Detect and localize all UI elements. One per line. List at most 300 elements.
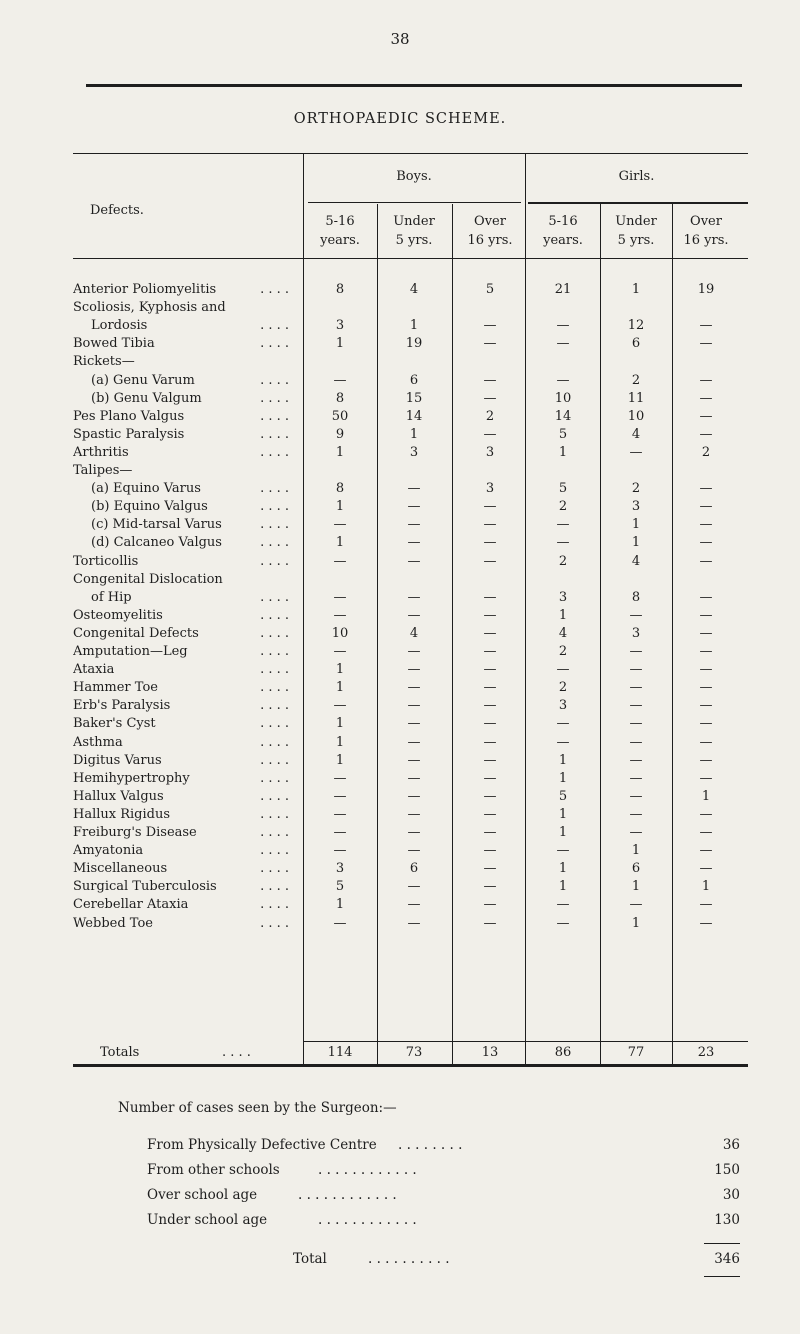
leader-dots: . . . . bbox=[260, 517, 289, 533]
leader-dots: . . . . bbox=[260, 553, 289, 569]
row-label-text: of Hip bbox=[91, 589, 132, 605]
leader-dots: . . . . bbox=[260, 806, 289, 822]
table-cell: — bbox=[333, 372, 347, 388]
table-cell: 3 bbox=[558, 698, 568, 714]
table-cell: — bbox=[333, 770, 347, 786]
table-cell: 10 bbox=[554, 390, 572, 406]
table-cell: — bbox=[407, 915, 421, 931]
row-label bbox=[73, 572, 295, 587]
column-header-line: 5-16 bbox=[325, 214, 355, 229]
table-cell: — bbox=[333, 517, 347, 533]
table-cell: — bbox=[699, 680, 713, 696]
table-cell: 3 bbox=[485, 444, 495, 460]
table-cell: — bbox=[629, 806, 643, 822]
row-label bbox=[73, 608, 295, 623]
row-label-text: Asthma bbox=[73, 734, 123, 750]
table-cell: — bbox=[483, 698, 497, 714]
table-cell: 1 bbox=[631, 915, 641, 931]
table-top-rule bbox=[73, 153, 748, 154]
leader-dots: . . . . . . . . . . . . bbox=[298, 1187, 397, 1203]
table-cell: 1 bbox=[335, 444, 345, 460]
table-cell: — bbox=[407, 752, 421, 768]
row-label bbox=[73, 409, 295, 424]
row-label bbox=[73, 499, 295, 514]
leader-dots: . . . . bbox=[260, 716, 289, 732]
table-cell: — bbox=[483, 372, 497, 388]
summary-item-label: From Physically Defective Centre bbox=[147, 1137, 377, 1153]
table-cell: — bbox=[699, 625, 713, 641]
table-cell: — bbox=[699, 662, 713, 678]
top-rule bbox=[86, 84, 742, 87]
table-cell: — bbox=[407, 517, 421, 533]
table-cell: 1 bbox=[558, 806, 568, 822]
leader-dots: . . . . bbox=[260, 390, 289, 406]
row-label bbox=[73, 771, 295, 786]
table-cell: — bbox=[699, 806, 713, 822]
table-cell: — bbox=[407, 589, 421, 605]
totals-cell: 73 bbox=[405, 1045, 423, 1060]
table-cell: — bbox=[333, 915, 347, 931]
table-cell: — bbox=[556, 517, 570, 533]
table-cell: — bbox=[699, 553, 713, 569]
table-cell: 21 bbox=[554, 282, 572, 297]
table-cell: — bbox=[483, 390, 497, 406]
row-label bbox=[73, 282, 295, 297]
row-label-text: Scoliosis, Kyphosis and bbox=[73, 300, 226, 316]
row-label-text: Talipes— bbox=[73, 463, 133, 478]
table-cell: 4 bbox=[558, 625, 568, 641]
table-cell: 3 bbox=[335, 861, 345, 877]
column-divider bbox=[525, 153, 526, 1064]
row-label-text: Congenital Dislocation bbox=[73, 571, 223, 587]
row-label bbox=[73, 825, 295, 840]
row-label bbox=[73, 427, 295, 442]
table-cell: — bbox=[483, 644, 497, 659]
table-cell: 2 bbox=[558, 553, 568, 569]
table-cell: 1 bbox=[335, 662, 345, 678]
row-label-text: (b) Genu Valgum bbox=[91, 390, 202, 406]
table-cell: — bbox=[699, 372, 713, 388]
column-header-line: 5 yrs. bbox=[617, 233, 655, 248]
leader-dots: . . . . bbox=[260, 408, 289, 424]
row-label bbox=[73, 336, 295, 351]
column-header bbox=[600, 212, 672, 250]
table-cell: — bbox=[629, 770, 643, 786]
row-label bbox=[73, 554, 295, 569]
leader-dots: . . . . bbox=[260, 481, 289, 497]
table-cell: 9 bbox=[335, 426, 345, 442]
table-cell: — bbox=[556, 843, 570, 859]
table-cell: 2 bbox=[558, 644, 568, 659]
row-label-text: Rickets— bbox=[73, 354, 135, 370]
row-label bbox=[73, 716, 295, 731]
table-cell: — bbox=[483, 535, 497, 551]
table-cell: 2 bbox=[485, 408, 495, 424]
table-cell: — bbox=[483, 915, 497, 931]
table-cell: — bbox=[629, 698, 643, 714]
row-label-text: Hemihypertrophy bbox=[73, 770, 190, 786]
table-cell: — bbox=[483, 589, 497, 605]
leader-dots: . . . . bbox=[260, 372, 289, 388]
column-divider bbox=[600, 204, 601, 1064]
table-cell: — bbox=[699, 734, 713, 750]
leader-dots: . . . . bbox=[260, 770, 289, 786]
row-label-text: Amyatonia bbox=[73, 843, 144, 859]
table-cell: — bbox=[699, 481, 713, 497]
table-cell: — bbox=[699, 390, 713, 406]
table-cell: — bbox=[556, 372, 570, 388]
table-cell: 1 bbox=[409, 318, 419, 334]
row-label-text: Freiburg's Disease bbox=[73, 825, 197, 840]
table-cell: — bbox=[407, 535, 421, 551]
table-cell: 5 bbox=[558, 788, 568, 804]
table-cell: — bbox=[629, 607, 643, 623]
row-label-text: Amputation—Leg bbox=[73, 644, 188, 659]
table-cell: — bbox=[629, 444, 643, 460]
table-cell: — bbox=[333, 825, 347, 840]
table-cell: 8 bbox=[631, 589, 641, 605]
table-cell: 1 bbox=[631, 879, 641, 895]
table-cell: 1 bbox=[701, 788, 711, 804]
row-label-text: (a) Equino Varus bbox=[91, 481, 201, 497]
row-label bbox=[73, 789, 295, 804]
table-cell: — bbox=[483, 716, 497, 732]
column-divider bbox=[452, 204, 453, 1064]
summary-item-value: 36 bbox=[722, 1137, 740, 1153]
column-divider bbox=[672, 204, 673, 1064]
column-header-line: Under bbox=[615, 214, 657, 229]
row-label-text: Cerebellar Ataxia bbox=[73, 897, 189, 913]
table-cell: 5 bbox=[558, 481, 568, 497]
row-label bbox=[73, 517, 295, 532]
table-cell: 10 bbox=[627, 408, 645, 424]
totals-label: Totals bbox=[100, 1045, 140, 1060]
table-cell: 19 bbox=[697, 282, 715, 297]
row-label bbox=[73, 354, 295, 369]
table-cell: — bbox=[699, 644, 713, 659]
leader-dots: . . . . bbox=[260, 336, 289, 352]
totals-cell: 114 bbox=[327, 1045, 353, 1060]
table-cell: — bbox=[333, 843, 347, 859]
table-cell: — bbox=[699, 535, 713, 551]
row-label bbox=[73, 373, 295, 388]
table-cell: 3 bbox=[485, 481, 495, 497]
table-cell: — bbox=[699, 716, 713, 732]
row-label-text: Hammer Toe bbox=[73, 680, 158, 696]
table-cell: — bbox=[629, 716, 643, 732]
column-header bbox=[304, 212, 376, 250]
table-cell: — bbox=[483, 662, 497, 678]
row-label bbox=[73, 807, 295, 822]
summary-item-label: Over school age bbox=[147, 1187, 258, 1203]
table-cell: 1 bbox=[335, 734, 345, 750]
table-cell: 2 bbox=[631, 481, 641, 497]
table-cell: 1 bbox=[558, 607, 568, 623]
table-cell: 6 bbox=[631, 336, 641, 352]
table-cell: 6 bbox=[409, 861, 419, 877]
row-label-text: Webbed Toe bbox=[73, 915, 153, 931]
leader-dots: . . . . bbox=[260, 698, 289, 714]
column-header-line: 16 yrs. bbox=[467, 233, 513, 248]
summary-item-label: From other schools bbox=[147, 1162, 280, 1178]
page-title: ORTHOPAEDIC SCHEME. bbox=[293, 111, 507, 127]
row-label bbox=[73, 680, 295, 695]
leader-dots: . . . . bbox=[260, 879, 289, 895]
row-label bbox=[73, 662, 295, 677]
table-cell: 1 bbox=[631, 535, 641, 551]
totals-cell: 13 bbox=[481, 1045, 499, 1060]
table-cell: 3 bbox=[631, 625, 641, 641]
table-cell: 1 bbox=[335, 680, 345, 696]
row-label-text: (b) Equino Valgus bbox=[91, 499, 208, 515]
table-cell: — bbox=[333, 788, 347, 804]
header-bottom-rule bbox=[73, 258, 748, 259]
table-cell: 4 bbox=[409, 282, 419, 297]
table-cell: 6 bbox=[631, 861, 641, 877]
row-label-text: Bowed Tibia bbox=[73, 336, 155, 352]
table-cell: — bbox=[333, 644, 347, 659]
column-header-line: Over bbox=[690, 214, 722, 229]
row-label-text: Ataxia bbox=[73, 662, 115, 678]
column-header bbox=[378, 212, 450, 250]
table-cell: — bbox=[407, 481, 421, 497]
row-label-text: Pes Plano Valgus bbox=[73, 408, 185, 424]
totals-dots: . . . . bbox=[222, 1045, 251, 1060]
leader-dots: . . . . bbox=[260, 825, 289, 840]
table-cell: — bbox=[556, 915, 570, 931]
row-label-text: (c) Mid-tarsal Varus bbox=[91, 517, 222, 533]
table-cell: — bbox=[699, 607, 713, 623]
row-label bbox=[73, 698, 295, 713]
table-cell: — bbox=[629, 752, 643, 768]
table-cell: 1 bbox=[558, 879, 568, 895]
table-cell: — bbox=[699, 770, 713, 786]
table-cell: 1 bbox=[558, 770, 568, 786]
girls-header: Girls. bbox=[618, 169, 655, 184]
table-cell: 2 bbox=[631, 372, 641, 388]
table-cell: — bbox=[483, 861, 497, 877]
table-cell: — bbox=[556, 336, 570, 352]
leader-dots: . . . . bbox=[260, 535, 289, 551]
table-cell: 1 bbox=[409, 426, 419, 442]
leader-dots: . . . . bbox=[260, 734, 289, 750]
leader-dots: . . . . bbox=[260, 915, 289, 931]
table-cell: — bbox=[483, 499, 497, 515]
table-cell: — bbox=[407, 806, 421, 822]
girls-group-rule bbox=[528, 202, 748, 204]
table-cell: 1 bbox=[631, 282, 641, 297]
row-label bbox=[73, 644, 295, 659]
table-cell: — bbox=[556, 716, 570, 732]
row-label-text: Surgical Tuberculosis bbox=[73, 879, 217, 895]
column-header-line: years. bbox=[320, 233, 360, 248]
table-cell: — bbox=[407, 716, 421, 732]
leader-dots: . . . . bbox=[260, 861, 289, 877]
column-header-line: years. bbox=[543, 233, 583, 248]
table-cell: — bbox=[407, 770, 421, 786]
summary-total-label: Total bbox=[293, 1251, 327, 1267]
table-cell: 15 bbox=[405, 390, 423, 406]
table-cell: 14 bbox=[405, 408, 423, 424]
defects-header: Defects. bbox=[90, 203, 144, 218]
table-cell: — bbox=[407, 607, 421, 623]
table-cell: — bbox=[699, 426, 713, 442]
table-cell: — bbox=[699, 589, 713, 605]
column-header bbox=[670, 212, 742, 250]
table-cell: — bbox=[699, 843, 713, 859]
table-cell: — bbox=[407, 825, 421, 840]
row-label-text: Erb's Paralysis bbox=[73, 698, 171, 714]
leader-dots: . . . . bbox=[260, 607, 289, 623]
table-cell: — bbox=[483, 318, 497, 334]
row-label-text: Spastic Paralysis bbox=[73, 426, 185, 442]
row-label bbox=[73, 626, 295, 641]
leader-dots: . . . . . . . . bbox=[398, 1137, 463, 1153]
row-label bbox=[73, 391, 295, 406]
summary-item-value: 150 bbox=[714, 1162, 740, 1178]
row-label bbox=[73, 481, 295, 496]
row-label bbox=[73, 463, 295, 478]
table-cell: 3 bbox=[631, 499, 641, 515]
leader-dots: . . . . bbox=[260, 589, 289, 605]
row-label bbox=[73, 916, 295, 931]
table-cell: — bbox=[333, 698, 347, 714]
table-cell: — bbox=[407, 698, 421, 714]
table-cell: — bbox=[407, 734, 421, 750]
table-cell: — bbox=[699, 336, 713, 352]
row-label-text: Torticollis bbox=[73, 553, 139, 569]
table-cell: — bbox=[699, 915, 713, 931]
table-cell: — bbox=[483, 680, 497, 696]
row-label bbox=[73, 843, 295, 858]
table-cell: — bbox=[483, 879, 497, 895]
column-divider bbox=[303, 153, 304, 1064]
table-cell: 1 bbox=[335, 535, 345, 551]
table-cell: 1 bbox=[335, 897, 345, 913]
table-cell: — bbox=[629, 662, 643, 678]
table-cell: — bbox=[629, 825, 643, 840]
totals-cell: 77 bbox=[627, 1045, 645, 1060]
table-cell: — bbox=[407, 680, 421, 696]
table-cell: — bbox=[483, 734, 497, 750]
table-cell: 8 bbox=[335, 481, 345, 497]
table-cell: — bbox=[699, 499, 713, 515]
table-cell: — bbox=[407, 788, 421, 804]
leader-dots: . . . . bbox=[260, 752, 289, 768]
table-cell: — bbox=[407, 897, 421, 913]
table-cell: 1 bbox=[701, 879, 711, 895]
table-cell: — bbox=[556, 318, 570, 334]
table-cell: — bbox=[629, 897, 643, 913]
table-cell: 8 bbox=[335, 282, 345, 297]
table-cell: 2 bbox=[558, 680, 568, 696]
table-cell: — bbox=[407, 843, 421, 859]
row-label bbox=[73, 753, 295, 768]
row-label-text: Digitus Varus bbox=[73, 752, 162, 768]
table-cell: — bbox=[699, 318, 713, 334]
row-label bbox=[73, 879, 295, 894]
leader-dots: . . . . bbox=[260, 282, 289, 297]
table-cell: — bbox=[483, 517, 497, 533]
table-cell: 2 bbox=[701, 444, 711, 460]
table-cell: — bbox=[407, 662, 421, 678]
table-cell: 14 bbox=[554, 408, 572, 424]
table-cell: — bbox=[483, 806, 497, 822]
leader-dots: . . . . bbox=[260, 788, 289, 804]
table-cell: — bbox=[483, 336, 497, 352]
table-cell: — bbox=[556, 535, 570, 551]
table-cell: — bbox=[699, 752, 713, 768]
table-cell: 5 bbox=[485, 282, 495, 297]
row-label-text: (a) Genu Varum bbox=[91, 372, 195, 388]
column-header-line: Over bbox=[474, 214, 506, 229]
leader-dots: . . . . bbox=[260, 444, 289, 460]
table-cell: — bbox=[333, 806, 347, 822]
column-header-line: Under bbox=[393, 214, 435, 229]
leader-dots: . . . . bbox=[260, 680, 289, 696]
table-cell: 11 bbox=[627, 390, 645, 406]
table-cell: 1 bbox=[335, 716, 345, 732]
leader-dots: . . . . . . . . . . bbox=[368, 1251, 450, 1267]
table-cell: — bbox=[407, 553, 421, 569]
table-cell: 1 bbox=[631, 517, 641, 533]
leader-dots: . . . . bbox=[260, 843, 289, 859]
leader-dots: . . . . . . . . . . . . bbox=[318, 1162, 417, 1178]
table-cell: 1 bbox=[335, 752, 345, 768]
table-cell: 1 bbox=[558, 752, 568, 768]
row-label bbox=[73, 735, 295, 750]
table-cell: — bbox=[483, 825, 497, 840]
leader-dots: . . . . bbox=[260, 662, 289, 678]
table-cell: — bbox=[629, 734, 643, 750]
table-cell: 1 bbox=[335, 336, 345, 352]
table-cell: 3 bbox=[409, 444, 419, 460]
table-cell: 2 bbox=[558, 499, 568, 515]
leader-dots: . . . . bbox=[260, 499, 289, 515]
page-number: 38 bbox=[390, 30, 410, 48]
totals-cell: 23 bbox=[697, 1045, 715, 1060]
row-label-text: (d) Calcaneo Valgus bbox=[91, 535, 222, 551]
column-header bbox=[454, 212, 526, 250]
row-label-text: Osteomyelitis bbox=[73, 607, 163, 623]
table-cell: — bbox=[699, 698, 713, 714]
table-cell: — bbox=[483, 897, 497, 913]
leader-dots: . . . . bbox=[260, 897, 289, 913]
table-cell: — bbox=[556, 897, 570, 913]
table-cell: — bbox=[483, 553, 497, 569]
row-label bbox=[73, 318, 295, 333]
leader-dots: . . . . bbox=[260, 644, 289, 659]
summary-bottom-rule bbox=[704, 1276, 740, 1277]
totals-top-rule bbox=[303, 1041, 748, 1042]
table-cell: 1 bbox=[631, 843, 641, 859]
table-cell: — bbox=[483, 426, 497, 442]
table-cell: — bbox=[407, 499, 421, 515]
column-header-line: 5 yrs. bbox=[395, 233, 433, 248]
table-cell: — bbox=[699, 408, 713, 424]
table-cell: — bbox=[699, 825, 713, 840]
table-bottom-rule bbox=[73, 1064, 748, 1067]
table-cell: — bbox=[699, 517, 713, 533]
table-cell: — bbox=[483, 770, 497, 786]
row-label-text: Hallux Rigidus bbox=[73, 806, 171, 822]
table-cell: 19 bbox=[405, 336, 423, 352]
table-cell: — bbox=[699, 861, 713, 877]
table-cell: 4 bbox=[409, 625, 419, 641]
row-label-text: Lordosis bbox=[91, 318, 148, 334]
table-cell: 3 bbox=[335, 318, 345, 334]
table-cell: 1 bbox=[335, 499, 345, 515]
